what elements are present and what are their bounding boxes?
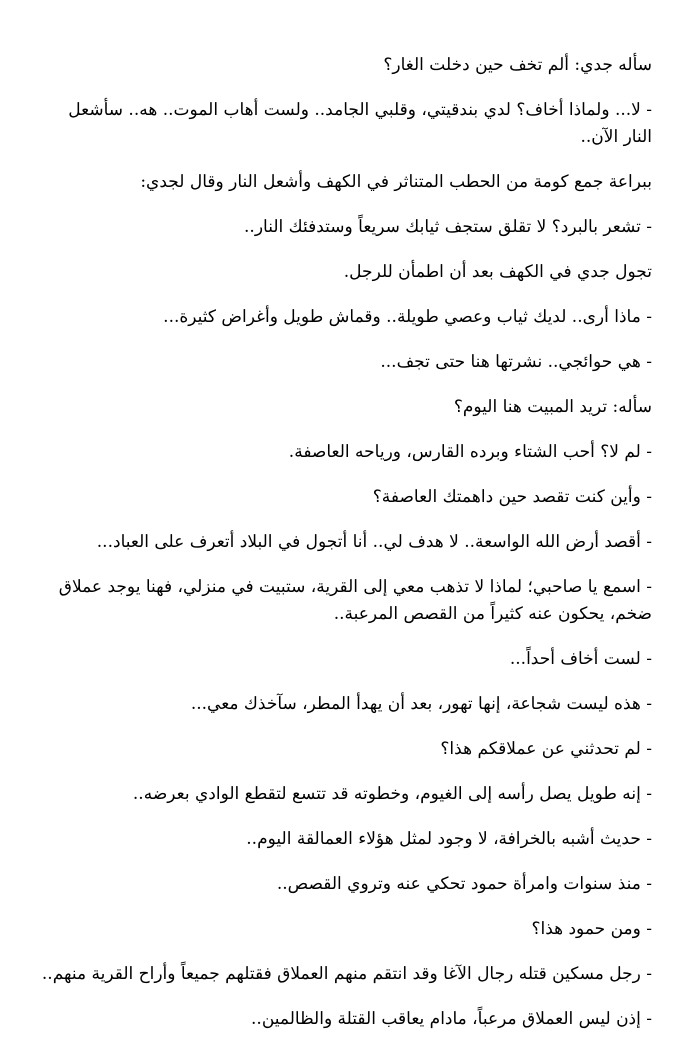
paragraph: - ومن حمود هذا؟	[531, 919, 652, 939]
paragraph: - اسمع يا صاحبي؛ لماذا لا تذهب معي إلى القرية، ستبيت في منزلي، فهنا يوجد عملاق ضخم، يحكون عنه كثيراً من القصص المرعبة..	[58, 577, 652, 624]
paragraph: - إنه طويل يصل رأسه إلى الغيوم، وخطوته قد تتسع لتقطع الوادي بعرضه..	[132, 784, 652, 804]
paragraph: ببراعة جمع كومة من الحطب المتناثر في الكهف وأشعل النار وقال لجدي:	[140, 172, 652, 192]
paragraph: - منذ سنوات وامرأة حمود تحكي عنه وتروي القصص..	[276, 874, 652, 894]
paragraph: - ماذا أرى.. لديك ثياب وعصي طويلة.. وقماش طويل وأغراض كثيرة...	[163, 307, 652, 327]
paragraph: - إذن ليس العملاق مرعباً، مادام يعاقب القتلة والظالمين..	[251, 1009, 652, 1029]
paragraph: - لست أخاف أحداً...	[509, 649, 652, 669]
paragraph: - أقصد أرض الله الواسعة.. لا هدف لي.. أنا أتجول في البلاد أتعرف على العباد...	[96, 532, 652, 552]
paragraph: - هي حوائجي.. نشرتها هنا حتى تجف...	[380, 352, 652, 372]
paragraph: سأله جدي: ألم تخف حين دخلت الغار؟	[383, 55, 652, 75]
paragraph: - حديث أشبه بالخرافة، لا وجود لمثل هؤلاء العمالقة اليوم..	[246, 829, 652, 849]
paragraph: - هذه ليست شجاعة، إنها تهور، بعد أن يهدأ المطر، سآخذك معي...	[190, 694, 652, 714]
paragraph: - تشعر بالبرد؟ لا تقلق ستجف ثيابك سريعاً وستدفئك النار..	[244, 217, 652, 237]
paragraph: - رجل مسكين قتله رجال الآغا وقد انتقم منهم العملاق فقتلهم جميعاً وأراح القرية منهم..	[41, 964, 652, 984]
paragraph: تجول جدي في الكهف بعد أن اطمأن للرجل.	[343, 262, 652, 282]
paragraph: - وأين كنت تقصد حين داهمتك العاصفة؟	[372, 487, 652, 507]
paragraph: - لم لا؟ أحب الشتاء وبرده القارس، ورياحه العاصفة.	[288, 442, 652, 462]
paragraph: - لم تحدثني عن عملاقكم هذا؟	[440, 739, 652, 759]
paragraph: سأله: تريد المبيت هنا اليوم؟	[453, 397, 652, 417]
story-text	[38, 52, 652, 1051]
paragraph: - لا... ولماذا أخاف؟ لدي بندقيتي، وقلبي الجامد.. ولست أهاب الموت.. هه.. سأشعل النار الآن..	[68, 100, 652, 147]
